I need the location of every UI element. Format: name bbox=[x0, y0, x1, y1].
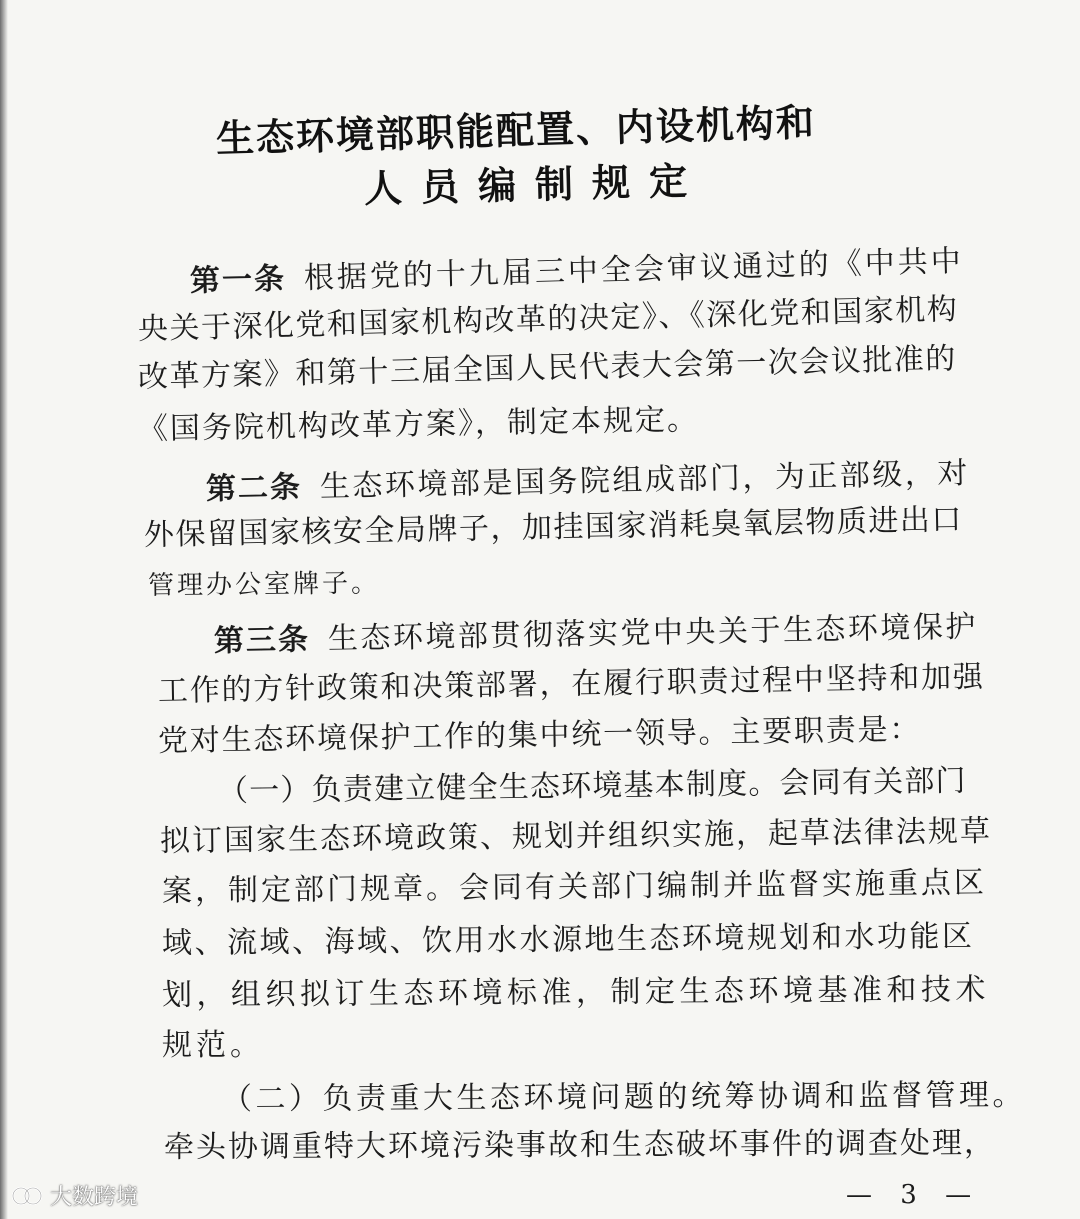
item-1-line-6: 规范。 bbox=[162, 1028, 264, 1063]
article-2-heading: 第二条 bbox=[205, 469, 303, 507]
article-3-line-2: 工作的方针政策和决策部署，在履行职责过程中坚持和加强 bbox=[157, 659, 985, 709]
article-1-heading: 第一条 bbox=[189, 261, 287, 299]
article-2-line-2: 外保留国家核安全局牌子，加挂国家消耗臭氧层物质进出口 bbox=[143, 502, 964, 553]
watermark-logo-icon bbox=[10, 1185, 44, 1207]
watermark-text: 大数跨境 bbox=[50, 1185, 139, 1210]
article-3-line-1 bbox=[214, 607, 979, 662]
article-1-line-3: 改革方案》和第十三届全国人民代表大会第一次会议批准的 bbox=[137, 341, 958, 395]
item-2-line-2: 牵头协调重特大环境污染事故和生态破坏事件的调查处理， bbox=[163, 1125, 997, 1165]
document-title-line-1: 生态环境部职能配置、内设机构和 bbox=[215, 100, 817, 161]
article-1-line-2: 央关于深化党和国家机构改革的决定》、《深化党和国家机构 bbox=[137, 291, 959, 347]
article-1-line-4: 《国务院机构改革方案》，制定本规定。 bbox=[137, 402, 700, 447]
article-1-text-1: 根据党的十九届三中全会审议通过的《中共中 bbox=[303, 243, 965, 297]
item-1-line-4: 域、流域、海域、饮用水水源地生态环境规划和水功能区 bbox=[161, 918, 975, 961]
page-edge-shadow bbox=[0, 0, 8, 1219]
watermark bbox=[10, 1180, 138, 1211]
document-title-line-2: 人员编制规定 bbox=[363, 158, 707, 211]
article-2-line-3: 管理办公室牌子。 bbox=[147, 568, 381, 601]
item-2-line-1: （二）负责重大生态环境问题的统筹协调和监督管理。 bbox=[221, 1077, 1027, 1117]
article-3-line-3: 党对生态环境保护工作的集中统一领导。主要职责是： bbox=[157, 712, 922, 759]
item-1-line-3: 案，制定部门规章。会同有关部门编制并监督实施重点区 bbox=[161, 865, 988, 909]
item-1-line-2: 拟订国家生态环境政策、规划并组织实施，起草法律法规草 bbox=[159, 813, 993, 859]
item-1-line-1: （一）负责建立健全生态环境基本制度。会同有关部门 bbox=[217, 763, 967, 809]
article-3-heading: 第三条 bbox=[213, 622, 311, 659]
article-2-text-1: 生态环境部是国务院组成部门，为正部级，对 bbox=[319, 456, 971, 505]
page-number: — 3 — bbox=[846, 1180, 982, 1210]
article-3-text-1: 生态环境部贯彻落实党中央关于生态环境保护 bbox=[327, 609, 979, 657]
item-1-line-5: 划，组织拟订生态环境标准，制定生态环境基准和技术 bbox=[161, 972, 991, 1013]
